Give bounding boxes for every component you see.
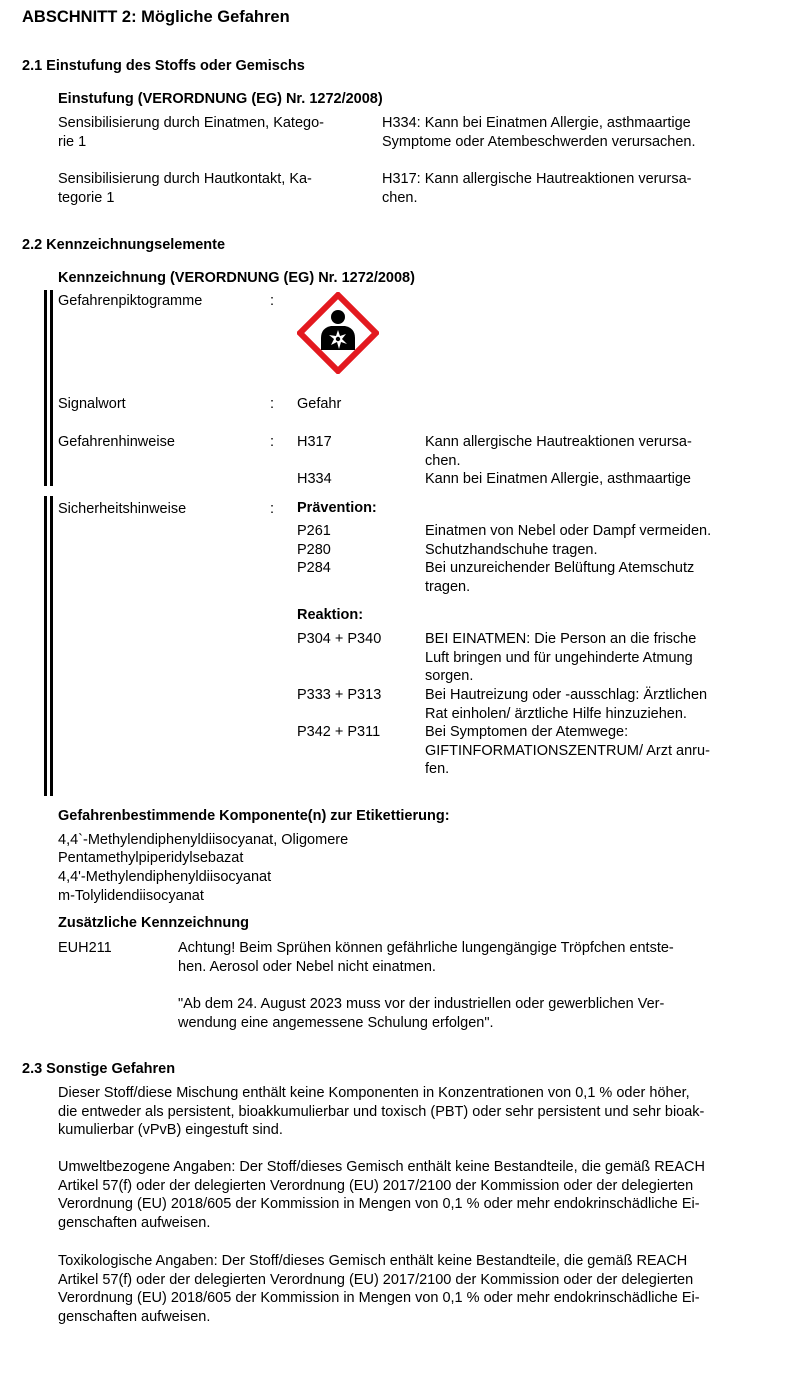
pbt-paragraph: Dieser Stoff/diese Mischung enthält keine Komponenten in Konzentrationen von 0,1 % oder höher, die entweder als persistent, bioakkumulierbar und toxisch (PBT) oder sehr persistent und sehr bioak- kumulierbar (vPvB) eingestuft sind.: [58, 1085, 705, 1138]
pictogram-colon: :: [270, 293, 275, 309]
reaction-title: Reaktion:: [297, 607, 364, 623]
p280-code: P280: [297, 542, 331, 558]
change-bar-right-2: [50, 496, 53, 796]
euh211-training-note: "Ab dem 24. August 2023 muss vor der industriellen oder gewerblichen Ver- wendung eine angemessene Schulung erfolgen".: [178, 996, 665, 1031]
component-item: Pentamethylpiperidylsebazat: [58, 850, 244, 866]
classification-row-1-class: Sensibilisierung durch Einatmen, Katego- rie 1: [58, 115, 324, 150]
precautionary-statements-colon: :: [270, 501, 275, 517]
p280-text: Schutzhandschuhe tragen.: [425, 542, 598, 558]
section-2-2-title: 2.2 Kennzeichnungselemente: [22, 237, 226, 253]
environmental-paragraph: Umweltbezogene Angaben: Der Stoff/dieses Gemisch enthält keine Bestandteile, die gemäß REACH Artikel 57(f) oder der delegierten Verordnung (EU) 2017/2100 der Kommission oder der delegierten Verordnung (EU) 2018/605 der Kommission in Mengen von 0,1 % oder mehr endokrinschädliche Ei- genschaften aufweisen.: [58, 1159, 705, 1231]
hazard-code-h334: H334: [297, 471, 332, 487]
hazard-statements-colon: :: [270, 434, 275, 450]
toxicological-paragraph: Toxikologische Angaben: Der Stoff/dieses Gemisch enthält keine Bestandteile, die gemäß REACH Artikel 57(f) oder der delegierten Verordnung (EU) 2017/2100 der Kommission oder der delegierten Verordnung (EU) 2018/605 der Kommission in Mengen von 0,1 % oder mehr endokrinschädliche Ei- genschaften aufweisen.: [58, 1253, 700, 1325]
p261-text: Einatmen von Nebel oder Dampf vermeiden.: [425, 523, 712, 539]
signal-word-value: Gefahr: [297, 396, 342, 412]
p333-p313-code: P333 + P313: [297, 687, 382, 703]
p342-p311-code: P342 + P311: [297, 724, 381, 740]
precautionary-statements-label: Sicherheitshinweise: [58, 501, 187, 517]
section-2-1-title: 2.1 Einstufung des Stoffs oder Gemischs: [22, 58, 305, 74]
classification-subtitle: Einstufung (VERORDNUNG (EG) Nr. 1272/2008): [58, 91, 383, 107]
component-item: m-Tolylidendiisocyanat: [58, 888, 204, 904]
prevention-title: Prävention:: [297, 500, 377, 516]
euh211-text: Achtung! Beim Sprühen können gefährliche lungengängige Tröpfchen entste- hen. Aerosol oder Nebel nicht einatmen.: [178, 940, 674, 975]
p284-code: P284: [297, 560, 331, 576]
section-title: ABSCHNITT 2: Mögliche Gefahren: [22, 8, 290, 26]
classification-row-1-statement: H334: Kann bei Einatmen Allergie, asthmaartige Symptome oder Atembeschwerden verursachen.: [382, 115, 696, 150]
hazard-statements-label: Gefahrenhinweise: [58, 434, 175, 450]
components-title: Gefahrenbestimmende Komponente(n) zur Etikettierung:: [58, 808, 450, 824]
signal-word-label: Signalwort: [58, 396, 126, 412]
hazard-code-h317: H317: [297, 434, 332, 450]
signal-word-colon: :: [270, 396, 275, 412]
change-bar-left-2: [44, 496, 47, 796]
p333-p313-text: Bei Hautreizung oder -ausschlag: Ärztlichen Rat einholen/ ärztliche Hilfe hinzuziehen.: [425, 687, 708, 722]
hazard-text-h334: Kann bei Einatmen Allergie, asthmaartige: [425, 471, 691, 487]
euh211-code: EUH211: [58, 940, 112, 956]
labelling-subtitle: Kennzeichnung (VERORDNUNG (EG) Nr. 1272/2008): [58, 270, 415, 286]
classification-row-2-class: Sensibilisierung durch Hautkontakt, Ka- tegorie 1: [58, 171, 312, 206]
hazard-text-h317: Kann allergische Hautreaktionen verursa- chen.: [425, 434, 692, 469]
p261-code: P261: [297, 523, 331, 539]
p304-p340-code: P304 + P340: [297, 631, 382, 647]
p342-p311-text: Bei Symptomen der Atemwege: GIFTINFORMATIONSZENTRUM/ Arzt anru- fen.: [425, 724, 710, 777]
change-bar-left-1: [44, 290, 47, 486]
section-2-3-title: 2.3 Sonstige Gefahren: [22, 1061, 176, 1077]
pictogram-label: Gefahrenpiktogramme: [58, 293, 203, 309]
health-hazard-ghs08-icon: [297, 292, 379, 374]
component-item: 4,4'-Methylendiphenyldiisocyanat: [58, 869, 272, 885]
p284-text: Bei unzureichender Belüftung Atemschutz tragen.: [425, 560, 695, 595]
classification-row-2-statement: H317: Kann allergische Hautreaktionen verursa- chen.: [382, 171, 692, 206]
component-item: 4,4`-Methylendiphenyldiisocyanat, Oligomere: [58, 832, 349, 848]
change-bar-right-1: [50, 290, 53, 486]
p304-p340-text: BEI EINATMEN: Die Person an die frische Luft bringen und für ungehinderte Atmung sorgen.: [425, 631, 697, 684]
additional-labelling-title: Zusätzliche Kennzeichnung: [58, 915, 249, 931]
